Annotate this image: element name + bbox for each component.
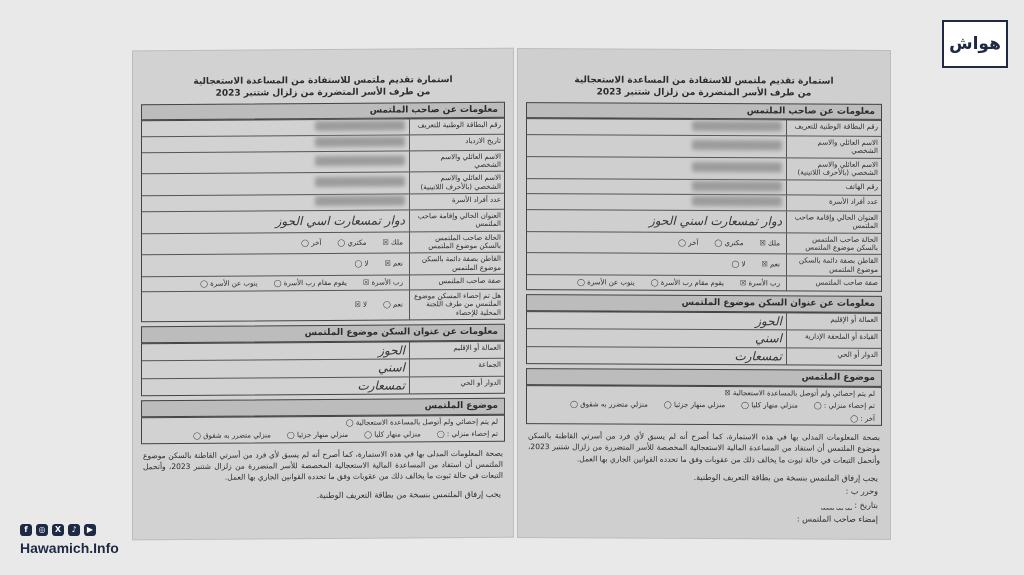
applicant-table bbox=[526, 118, 882, 292]
x-icon[interactable]: X bbox=[52, 524, 64, 536]
tiktok-icon[interactable]: ♪ bbox=[68, 524, 80, 536]
applicant-section-title: معلومات عن صاحب الملتمس bbox=[141, 101, 505, 120]
resident-label: القاطن بصفة دائمة بالسكن موضوع الملتمس bbox=[409, 253, 504, 274]
opt-owner: ملك ☒ bbox=[383, 238, 403, 247]
signature-label: إمضاء صاحب الملتمس : bbox=[796, 514, 878, 524]
site-url[interactable]: Hawamich.Info bbox=[20, 540, 119, 556]
housing-section-title: معلومات عن عنوان السكن موضوع الملتمس bbox=[141, 324, 505, 343]
redacted-field bbox=[315, 155, 405, 166]
phone-label: رقم الهاتف bbox=[786, 180, 881, 195]
housing-status-label: الحالة صاحب الملتمس بالسكن موضوع الملتمس bbox=[409, 231, 504, 252]
date-boxes: ⎵⎵ ⎵⎵ ⎵⎵⎵⎵ bbox=[821, 500, 852, 510]
redacted-field bbox=[315, 121, 405, 132]
name-ar-label: الاسم العائلي والاسم الشخصي bbox=[409, 150, 504, 171]
opt-deputy: ينوب عن الأسرة ◯ bbox=[200, 279, 258, 288]
opt-other: آخر ◯ bbox=[678, 239, 698, 247]
admin-handwritten: اسني bbox=[754, 331, 782, 346]
province-label: العمالة أو الإقليم bbox=[409, 342, 504, 359]
head-label: صفة صاحب الملتمس bbox=[409, 275, 504, 290]
opt-yes: نعم ☒ bbox=[762, 261, 781, 269]
opt-acting-head: يقوم مقام رب الأسرة ◯ bbox=[274, 279, 347, 288]
address-label: العنوان الحالي وإقامة صاحب الملتمس bbox=[409, 209, 504, 230]
subject-opt6: آخر : ◯ bbox=[850, 414, 875, 423]
id-label: رقم البطاقة الوطنية للتعريف bbox=[786, 121, 881, 136]
name-fr-label: الاسم العائلي والاسم الشخصي (بالأحرف اللاتينية) bbox=[786, 158, 881, 179]
instagram-icon[interactable]: ◎ bbox=[36, 524, 48, 536]
opt-yes: نعم ☒ bbox=[385, 260, 404, 269]
resident-label: القاطن بصفة دائمة بالسكن موضوع الملتمس bbox=[786, 255, 881, 276]
form-photo-right bbox=[518, 49, 890, 539]
applicant-table bbox=[141, 118, 505, 322]
declaration-text: بصحة المعلومات المدلى بها في هذه الاستمارة، كما أصرح أنه لم يسبق لأي فرد من أسرتي القاطنة بالسكن موضوع الملتمس أن استفاد من المساعدة المالية الاستعجالية المخصصة للأسر المتضررة من زلزال شتنبر 2023، وأتحمل التبعات في حالة ثبوت ما يخالف ذلك من عقوبات وفق ما تحدده القوانين الجاري بها العمل. bbox=[143, 448, 503, 482]
redacted-field bbox=[692, 140, 782, 150]
head-label: صفة صاحب الملتمس bbox=[786, 277, 881, 291]
commune-handwritten: اسني bbox=[377, 360, 405, 376]
census-label: هل تم إحصاء المسكن موضوع الملتمس من طرف اللجنة المحلية للإحصاء bbox=[409, 290, 504, 320]
subject-opt4: منزلي منهار جزئيا ◯ bbox=[287, 431, 348, 440]
subject-opt5: منزلي متضرر به شقوق ◯ bbox=[193, 432, 271, 441]
redacted-field bbox=[692, 180, 782, 190]
redacted-field bbox=[692, 162, 782, 172]
redacted-field bbox=[315, 177, 405, 188]
opt-no: لا ◯ bbox=[731, 261, 745, 269]
attach-note: يجب إرفاق الملتمس بنسخة من بطاقة التعريف الوطنية. bbox=[693, 472, 878, 483]
name-ar-label: الاسم العائلي والاسم الشخصي bbox=[786, 136, 881, 157]
douar-label: الدوار أو الحي bbox=[786, 348, 881, 365]
commune-label: الجماعة bbox=[409, 359, 504, 376]
date-label: بتاريخ : bbox=[854, 500, 878, 510]
hawamich-logo[interactable] bbox=[942, 20, 1008, 68]
facebook-icon[interactable]: f bbox=[20, 524, 32, 536]
housing-table bbox=[526, 311, 882, 366]
subject-table bbox=[141, 415, 505, 444]
opt-no: لا ☒ bbox=[354, 301, 367, 309]
douar-handwritten: تمسعارت bbox=[734, 348, 782, 364]
opt-renter: مكتري ◯ bbox=[337, 238, 366, 247]
subject-opt3: منزلي منهار كليا ◯ bbox=[364, 431, 421, 440]
form-header bbox=[518, 75, 890, 100]
opt-deputy: ينوب عن الأسرة ◯ bbox=[577, 278, 635, 287]
subject-opt3: منزلي منهار كليا ◯ bbox=[741, 401, 798, 410]
opt-head: رب الأسرة ☒ bbox=[363, 278, 403, 287]
admin-label: القيادة أو الملحقة الإدارية bbox=[786, 331, 881, 348]
subject-opt5: منزلي متضرر به شقوق ◯ bbox=[570, 401, 648, 410]
subject-opt2: تم إحصاء منزلي : ◯ bbox=[814, 402, 875, 411]
name-fr-label: الاسم العائلي والاسم الشخصي (بالأحرف اللاتينية) bbox=[409, 172, 504, 193]
logo-text: هواش bbox=[949, 34, 1001, 54]
subject-table bbox=[526, 385, 882, 426]
form-subtitle: من طرف الأسر المتضررة من زلزال شتنبر 2023 bbox=[596, 87, 812, 99]
redacted-field bbox=[315, 136, 405, 147]
address-handwritten: دوار تمسعارت اسني الحوز bbox=[649, 213, 782, 229]
made-in-label: وحرر ب : bbox=[845, 487, 878, 497]
housing-section-title: معلومات عن عنوان السكن موضوع الملتمس bbox=[526, 294, 882, 313]
redacted-field bbox=[692, 196, 782, 206]
douar-handwritten: تمسعارت bbox=[357, 378, 405, 393]
household-label: عدد أفراد الأسرة bbox=[409, 194, 504, 209]
youtube-icon[interactable]: ▶ bbox=[84, 524, 96, 536]
subject-section-title: موضوع الملتمس bbox=[526, 368, 882, 387]
redacted-field bbox=[692, 121, 782, 131]
housing-status-label: الحالة صاحب الملتمس بالسكن موضوع الملتمس bbox=[786, 233, 881, 254]
declaration-text: بصحة المعلومات المدلى بها في هذه الاستمارة، كما أصرح أنه لم يسبق لأي فرد من أسرتي القاطنة بالسكن موضوع الملتمس أن استفاد من المساعدة المالية الاستعجالية المخصصة للأسر المتضررة من زلزال شتنبر 2023، وأتحمل التبعات في حالة ثبوت ما يخالف ذلك من عقوبات وفق ما تحدده القوانين الجاري بها العمل. bbox=[528, 431, 880, 465]
subject-section-title: موضوع الملتمس bbox=[141, 398, 505, 417]
province-label: العمالة أو الإقليم bbox=[786, 313, 881, 330]
housing-table bbox=[141, 341, 505, 397]
form-subtitle: من طرف الأسر المتضررة من زلزال شتنبر 2023 bbox=[215, 87, 431, 99]
social-icons bbox=[20, 524, 96, 536]
dob-label: تاريخ الازدياد bbox=[409, 135, 504, 150]
opt-owner: ملك ☒ bbox=[760, 239, 780, 247]
opt-other: آخر ◯ bbox=[301, 239, 321, 248]
applicant-section-title: معلومات عن صاحب الملتمس bbox=[526, 102, 882, 121]
subject-opt1: لم يتم إحصائي ولم أتوصل بالمساعدة الاستعجالية ☒ bbox=[724, 389, 875, 398]
province-handwritten: الحوز bbox=[755, 314, 782, 329]
address-handwritten: دوار تمسعارت اسي الحوز bbox=[275, 213, 405, 229]
douar-label: الدوار أو الحي bbox=[409, 377, 504, 394]
form-title: استمارة تقديم ملتمس للاستفادة من المساعدة الاستعجالية bbox=[193, 75, 453, 87]
subject-opt1: لم يتم إحصائي ولم أتوصل بالمساعدة الاستعجالية ◯ bbox=[346, 418, 498, 427]
opt-head: رب الأسرة ☒ bbox=[740, 279, 780, 288]
id-label: رقم البطاقة الوطنية للتعريف bbox=[409, 119, 504, 134]
address-label: العنوان الحالي وإقامة صاحب الملتمس bbox=[786, 211, 881, 232]
form-title: استمارة تقديم ملتمس للاستفادة من المساعدة الاستعجالية bbox=[574, 75, 834, 87]
redacted-field bbox=[315, 196, 405, 207]
subject-opt2: تم إحصاء منزلي : ◯ bbox=[437, 430, 498, 439]
opt-no: لا ◯ bbox=[354, 260, 368, 268]
province-handwritten: الحوز bbox=[378, 343, 405, 358]
opt-acting-head: يقوم مقام رب الأسرة ◯ bbox=[651, 279, 724, 288]
opt-yes: نعم ◯ bbox=[383, 301, 403, 310]
form-header bbox=[133, 75, 513, 100]
opt-renter: مكتري ◯ bbox=[714, 239, 743, 248]
attach-note: يجب إرفاق الملتمس بنسخة من بطاقة التعريف الوطنية. bbox=[316, 489, 501, 500]
household-label: عدد أفراد الأسرة bbox=[786, 196, 881, 211]
form-photo-left bbox=[133, 49, 513, 540]
subject-opt4: منزلي منهار جزئيا ◯ bbox=[664, 401, 725, 410]
